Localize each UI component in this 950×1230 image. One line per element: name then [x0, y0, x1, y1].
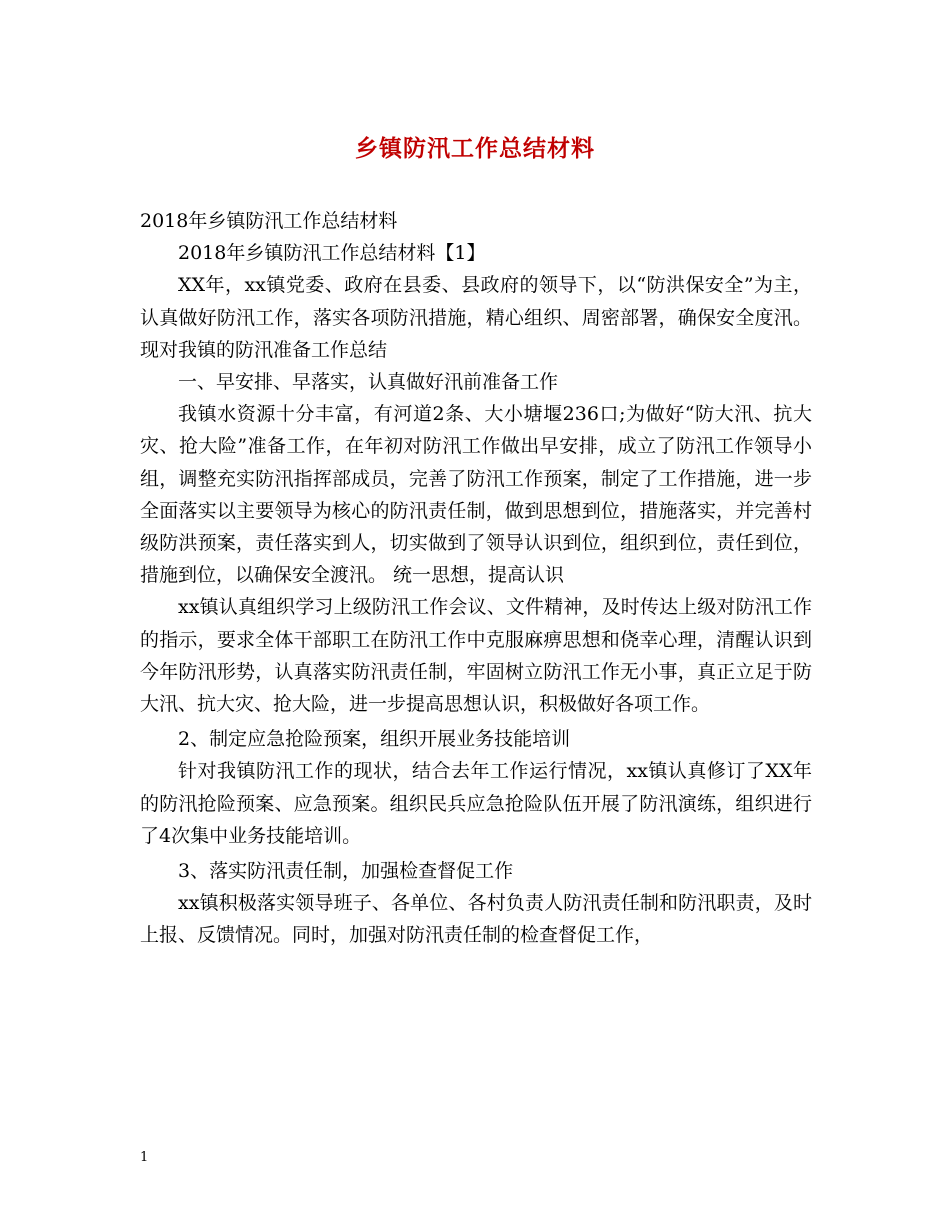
paragraph-section-2: 针对我镇防汛工作的现状，结合去年工作运行情况，xx镇认真修订了XX年的防汛抢险预案、应急预案。组织民兵应急抢险队伍开展了防汛演练，组织进行了4次集中业务技能培训。	[140, 760, 812, 847]
paragraph-heading: 2018年乡镇防汛工作总结材料	[140, 210, 398, 232]
section-heading-3: 3、落实防汛责任制，加强检查督促工作	[178, 860, 514, 883]
section-heading-1: 一、早安排、早落实，认真做好汛前准备工作	[178, 371, 559, 394]
document-title: 乡镇防汛工作总结材料	[355, 135, 595, 162]
paragraph-section-3: xx镇积极落实领导班子、各单位、各村负责人防汛责任制和防汛职责，及时上报、反馈情况。同时，加强对防汛责任制的检查督促工作，	[140, 892, 812, 947]
document-body	[140, 205, 812, 952]
paragraph-awareness: xx镇认真组织学习上级防汛工作会议、文件精神，及时传达上级对防汛工作的指示，要求全体干部职工在防汛工作中克服麻痹思想和侥幸心理，清醒认识到今年防汛形势，认真落实防汛责任制，牢固树立防汛工作无小事，真正立足于防大汛、抗大灾、抢大险，进一步提高思想认识，积极做好各项工作。	[140, 596, 812, 716]
paragraph-subheading: 2018年乡镇防汛工作总结材料【1】	[178, 242, 486, 265]
paragraph-section-1: 我镇水资源十分丰富，有河道2条、大小塘堰236口;为做好“防大汛、抗大灾、抢大险”准备工作，在年初对防汛工作做出早安排，成立了防汛工作领导小组，调整充实防汛指挥部成员，完善了防汛工作预案，制定了工作措施，进一步全面落实以主要领导为核心的防汛责任制，做到思想到位，措施落实，并完善村级防洪预案，责任落实到人，切实做到了领导认识到位，组织到位，责任到位，措施到位，以确保安全渡汛。 统一思想，提高认识	[140, 403, 812, 587]
section-heading-2: 2、制定应急抢险预案，组织开展业务技能培训	[178, 728, 571, 751]
page-number: 1	[140, 1150, 149, 1165]
paragraph-intro: XX年，xx镇党委、政府在县委、县政府的领导下，以“防洪保安全”为主，认真做好防汛工作，落实各项防汛措施，精心组织、周密部署，确保安全度汛。现对我镇的防汛准备工作总结	[140, 274, 812, 361]
